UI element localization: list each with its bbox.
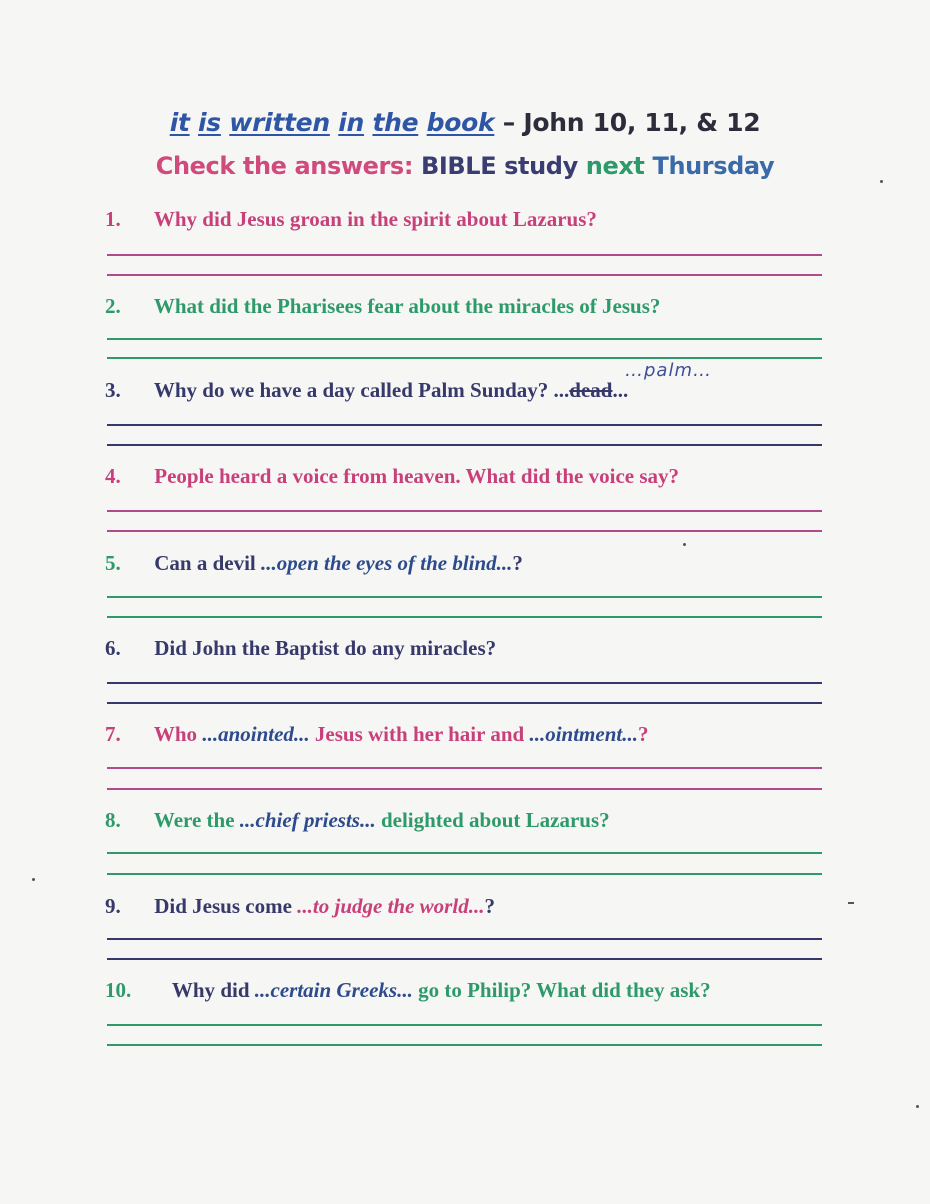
subtitle-part: Thursday bbox=[652, 152, 775, 180]
question-5 bbox=[105, 551, 825, 576]
scan-speck bbox=[848, 902, 854, 904]
question-number: 10. bbox=[105, 978, 132, 1002]
subtitle-part: BIBLE study bbox=[420, 152, 578, 180]
question-text: Jesus with her hair and bbox=[309, 722, 530, 746]
question-1 bbox=[105, 207, 825, 232]
question-6 bbox=[105, 636, 825, 661]
question-text: delighted about Lazarus? bbox=[375, 808, 610, 832]
answer-line[interactable] bbox=[107, 338, 822, 340]
question-text: Were the bbox=[153, 808, 240, 832]
question-text: Why do we have a day called Palm Sunday? bbox=[153, 378, 549, 402]
question-number: 1. bbox=[105, 207, 121, 231]
answer-line[interactable] bbox=[107, 357, 822, 359]
scan-speck bbox=[32, 878, 35, 881]
question-number: 9. bbox=[105, 894, 121, 918]
scan-speck bbox=[880, 180, 883, 183]
answer-line[interactable] bbox=[107, 788, 822, 790]
scan-speck bbox=[683, 543, 686, 546]
question-text: go to Philip? What did they ask? bbox=[412, 978, 711, 1002]
answer-line[interactable] bbox=[107, 424, 822, 426]
title-reference: – John 10, 11, & 12 bbox=[502, 108, 761, 137]
answer-line[interactable] bbox=[107, 938, 822, 940]
question-number: 6. bbox=[105, 636, 121, 660]
worksheet-subtitle bbox=[0, 152, 930, 180]
answer-line[interactable] bbox=[107, 274, 822, 276]
subtitle-part: Check the answers: bbox=[155, 152, 414, 180]
question-10 bbox=[105, 978, 825, 1003]
answer-line[interactable] bbox=[107, 596, 822, 598]
answer-line[interactable] bbox=[107, 682, 822, 684]
scripture-quote: ...chief priests... bbox=[239, 808, 376, 832]
question-text: Can a devil bbox=[154, 551, 262, 575]
struck-word: dead bbox=[569, 378, 613, 402]
title-word: the bbox=[372, 108, 419, 137]
title-word: is bbox=[198, 108, 221, 137]
title-word: it bbox=[169, 108, 190, 137]
answer-line[interactable] bbox=[107, 1024, 822, 1026]
question-number: 4. bbox=[105, 464, 121, 488]
question-text: ? bbox=[512, 551, 523, 575]
question-7 bbox=[105, 722, 825, 747]
title-word: book bbox=[426, 108, 495, 137]
question-text: Why did Jesus groan in the spirit about Lazarus? bbox=[153, 207, 597, 231]
question-text: What did the Pharisees fear about the miracles of Jesus? bbox=[153, 294, 661, 318]
answer-line[interactable] bbox=[107, 873, 822, 875]
title-word: written bbox=[229, 108, 330, 137]
question-9 bbox=[105, 894, 825, 919]
question-ellipsis: ... bbox=[612, 378, 629, 402]
question-number: 2. bbox=[105, 294, 121, 318]
answer-line[interactable] bbox=[107, 616, 822, 618]
subtitle-part: next bbox=[585, 152, 645, 180]
scripture-quote: ...to judge the world... bbox=[297, 894, 485, 918]
title-word: in bbox=[338, 108, 365, 137]
question-number: 7. bbox=[105, 722, 121, 746]
answer-line[interactable] bbox=[107, 767, 822, 769]
question-text: ? bbox=[484, 894, 495, 918]
question-number: 5. bbox=[105, 551, 121, 575]
question-8 bbox=[105, 808, 825, 833]
scripture-quote: ...certain Greeks... bbox=[254, 978, 413, 1002]
answer-line[interactable] bbox=[107, 254, 822, 256]
worksheet-title bbox=[0, 108, 930, 137]
question-3 bbox=[105, 378, 825, 403]
question-number: 3. bbox=[105, 378, 121, 402]
scan-speck bbox=[916, 1105, 919, 1108]
question-text: Who bbox=[153, 722, 203, 746]
answer-line[interactable] bbox=[107, 852, 822, 854]
answer-line[interactable] bbox=[107, 702, 822, 704]
question-4 bbox=[105, 464, 825, 489]
question-2 bbox=[105, 294, 825, 319]
question-text: Why bbox=[171, 978, 216, 1002]
scripture-quote: ...open the eyes of the blind... bbox=[261, 551, 513, 575]
answer-line[interactable] bbox=[107, 530, 822, 532]
question-ellipsis: ... bbox=[553, 378, 570, 402]
scripture-quote: ...ointment... bbox=[529, 722, 638, 746]
answer-line[interactable] bbox=[107, 510, 822, 512]
question-text: Did John the Baptist do any miracles? bbox=[154, 636, 497, 660]
handwritten-correction: …palm… bbox=[625, 360, 712, 381]
answer-line[interactable] bbox=[107, 1044, 822, 1046]
question-text: ? bbox=[637, 722, 649, 746]
scripture-quote: ...anointed... bbox=[202, 722, 310, 746]
question-text: did bbox=[215, 978, 255, 1002]
question-text: Did Jesus come bbox=[154, 894, 298, 918]
answer-line[interactable] bbox=[107, 958, 822, 960]
answer-line[interactable] bbox=[107, 444, 822, 446]
question-text: People heard a voice from heaven. What did the voice say? bbox=[154, 464, 680, 488]
question-number: 8. bbox=[105, 808, 121, 832]
